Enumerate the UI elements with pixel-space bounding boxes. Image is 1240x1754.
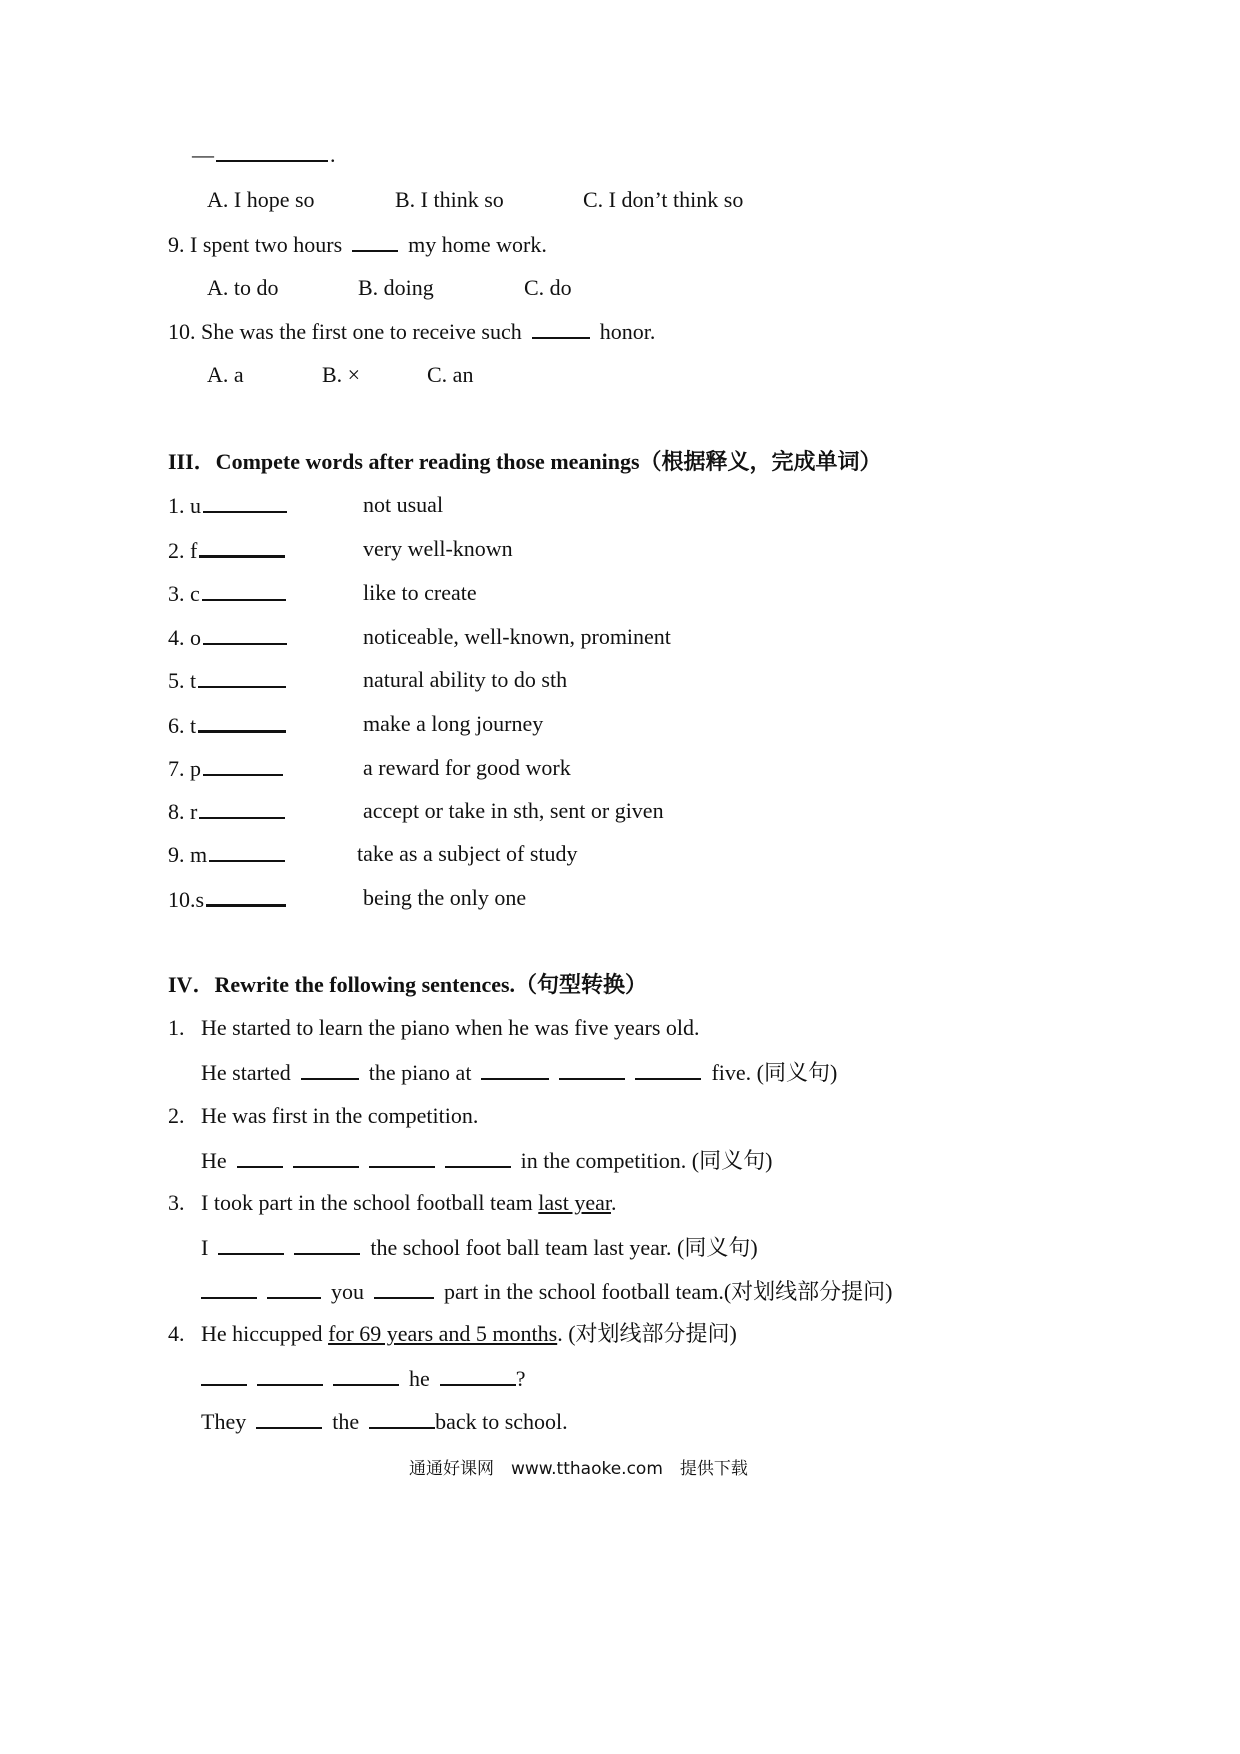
answer-blank[interactable]: [267, 1277, 321, 1299]
answer-blank[interactable]: [218, 1233, 284, 1255]
word-meaning: like to create: [363, 580, 477, 605]
answer-blank[interactable]: [256, 1407, 322, 1429]
word-meaning: very well-known: [363, 536, 513, 561]
word-meaning: a reward for good work: [363, 755, 571, 780]
q8-option-a: A. I hope so: [207, 187, 315, 212]
page-footer: 通通好课网 www.tthaoke.com 提供下载: [409, 1459, 748, 1479]
word-item: 3. c: [168, 579, 286, 608]
word-item: 7. p: [168, 754, 283, 783]
underlined-phrase: for 69 years and 5 months: [328, 1321, 558, 1346]
word-blank[interactable]: [198, 710, 286, 733]
word-meaning: noticeable, well-known, prominent: [363, 624, 671, 649]
q8-option-b: B. I think so: [395, 187, 504, 212]
word-item: 4. o: [168, 623, 287, 652]
word-meaning: not usual: [363, 492, 444, 517]
word-blank[interactable]: [202, 579, 286, 601]
rewrite-q4-answer: he ?: [201, 1364, 526, 1393]
q9-question: 9. I spent two hours my home work.: [168, 232, 547, 257]
rewrite-q2-sentence: He was first in the competition.: [201, 1103, 479, 1128]
answer-blank[interactable]: [301, 1058, 359, 1080]
word-blank[interactable]: [199, 535, 285, 558]
q8-option-c: C. I don’t think so: [583, 187, 744, 212]
rewrite-q3-question: you part in the school football team.(对划线部分提问): [201, 1277, 892, 1306]
word-item: 1. u: [168, 491, 287, 520]
rewrite-q4-extra: They the back to school.: [201, 1409, 568, 1434]
rewrite-q4-num: 4.: [168, 1321, 185, 1346]
answer-blank[interactable]: [369, 1146, 435, 1168]
q10-question: 10. She was the first one to receive such honor.: [168, 319, 656, 344]
word-meaning: natural ability to do sth: [363, 667, 568, 692]
word-item: 2. f: [168, 535, 285, 565]
word-blank[interactable]: [203, 491, 287, 513]
word-item: 6. t: [168, 710, 286, 740]
word-item: 9. m: [168, 840, 285, 869]
rewrite-q2-num: 2.: [168, 1103, 185, 1128]
answer-blank[interactable]: [201, 1277, 257, 1299]
answer-blank[interactable]: [445, 1146, 511, 1168]
q10-option-b: B. ×: [322, 362, 361, 387]
rewrite-q1-num: 1.: [168, 1015, 185, 1040]
rewrite-q1-sentence: He started to learn the piano when he was five years old.: [201, 1015, 700, 1040]
q10-blank[interactable]: [532, 317, 590, 339]
rewrite-q3-num: 3.: [168, 1190, 185, 1215]
q9-blank[interactable]: [352, 230, 398, 252]
word-blank[interactable]: [209, 840, 285, 862]
q9-option-a: A. to do: [207, 275, 279, 300]
q9-option-c: C. do: [524, 275, 572, 300]
word-meaning: being the only one: [363, 885, 527, 910]
answer-blank[interactable]: [201, 1364, 247, 1386]
q8-answer-line: — .: [192, 142, 336, 167]
word-meaning: accept or take in sth, sent or given: [363, 798, 664, 823]
word-meaning: make a long journey: [363, 711, 544, 736]
answer-blank[interactable]: [481, 1058, 549, 1080]
rewrite-q3-answer: I the school foot ball team last year. (同义句): [201, 1235, 758, 1260]
q9-option-b: B. doing: [358, 275, 434, 300]
word-blank[interactable]: [198, 666, 286, 688]
underlined-phrase: last year: [538, 1190, 611, 1215]
rewrite-q3-sentence: I took part in the school football team last year.: [201, 1190, 617, 1215]
answer-blank[interactable]: [333, 1364, 399, 1386]
answer-blank[interactable]: [237, 1146, 283, 1168]
answer-blank[interactable]: [369, 1407, 435, 1429]
section3-heading: III．Compete words after reading those meanings（根据释义，完成单词）: [168, 449, 882, 474]
answer-blank[interactable]: [440, 1364, 516, 1386]
answer-blank[interactable]: [294, 1233, 360, 1255]
answer-blank[interactable]: [293, 1146, 359, 1168]
section4-heading: IV．Rewrite the following sentences.（句型转换）: [168, 972, 648, 997]
answer-blank[interactable]: [635, 1058, 701, 1080]
rewrite-q2-answer: He in the competition. (同义句): [201, 1148, 773, 1173]
answer-blank[interactable]: [559, 1058, 625, 1080]
word-blank[interactable]: [203, 754, 283, 776]
word-item: 8. r: [168, 797, 285, 826]
q8-blank[interactable]: [216, 140, 328, 162]
rewrite-q4-sentence: He hiccupped for 69 years and 5 months. (对划线部分提问): [201, 1321, 737, 1346]
answer-blank[interactable]: [374, 1277, 434, 1299]
word-meaning: take as a subject of study: [357, 841, 578, 866]
word-item: 5. t: [168, 666, 286, 695]
word-blank[interactable]: [199, 797, 285, 819]
q10-option-c: C. an: [427, 362, 474, 387]
rewrite-q1-answer: He started the piano at five. (同义句): [201, 1060, 838, 1085]
answer-blank[interactable]: [257, 1364, 323, 1386]
word-blank[interactable]: [206, 884, 286, 907]
q10-option-a: A. a: [207, 362, 244, 387]
word-item: 10.s: [168, 884, 286, 914]
word-blank[interactable]: [203, 623, 287, 645]
